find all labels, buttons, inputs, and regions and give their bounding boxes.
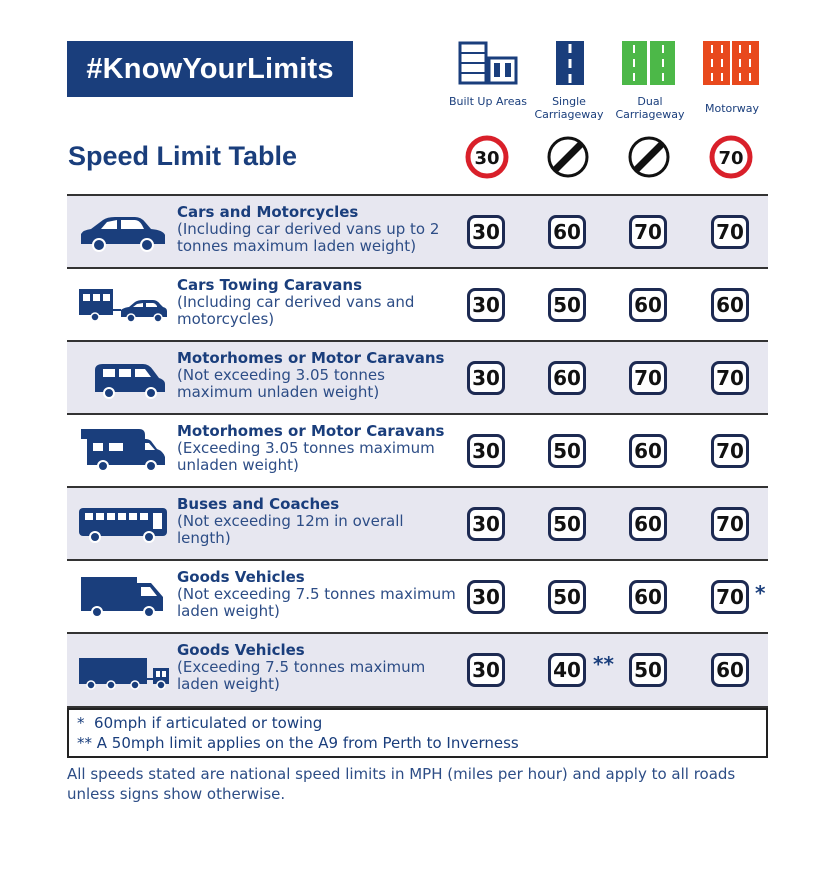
vehicle-description — [177, 277, 457, 328]
table-row — [67, 486, 768, 559]
vehicle-description — [177, 350, 457, 401]
limit-single: 50 — [548, 507, 586, 541]
footnote-marker: * — [755, 581, 766, 605]
limit-motorway: 70 — [711, 507, 749, 541]
column-label-dual: Dual Carriageway — [615, 95, 685, 121]
limit-built-up: 30 — [467, 434, 505, 468]
motorhome-icon — [77, 423, 169, 478]
disclaimer-text: All speeds stated are national speed limits in MPH (miles per hour) and apply to all roads unless signs show otherwise. — [67, 765, 736, 803]
vehicle-type: Goods Vehicles — [177, 641, 305, 659]
vehicle-description — [177, 642, 457, 693]
vehicle-type: Motorhomes or Motor Caravans — [177, 349, 445, 367]
single-carriageway-icon — [540, 41, 600, 85]
limit-dual: 60 — [629, 580, 667, 614]
table-row — [67, 559, 768, 632]
footnote-marker: ** — [593, 652, 614, 676]
limit-built-up: 30 — [467, 580, 505, 614]
table-row — [67, 632, 768, 708]
national-speed-limit-icon — [627, 135, 671, 179]
vehicle-type: Cars and Motorcycles — [177, 203, 359, 221]
vehicle-note: (Exceeding 7.5 tonnes maximum laden weight) — [177, 658, 426, 693]
vehicle-type: Cars Towing Caravans — [177, 276, 363, 294]
vehicle-note: (Including car derived vans up to 2 tonnes maximum laden weight) — [177, 220, 440, 255]
limit-dual: 70 — [629, 215, 667, 249]
speed-sign-30-value: 30 — [474, 148, 500, 169]
vehicle-description — [177, 423, 457, 474]
table-row — [67, 194, 768, 267]
vehicle-type: Motorhomes or Motor Caravans — [177, 422, 445, 440]
table-row — [67, 267, 768, 340]
speed-sign-30-icon — [465, 135, 509, 179]
footnote: * 60mph if articulated or towing — [77, 714, 323, 732]
limit-single: 50 — [548, 288, 586, 322]
vehicle-description — [177, 496, 457, 547]
limit-dual: 60 — [629, 288, 667, 322]
lorry-trailer-icon — [77, 642, 169, 697]
page-title: Speed Limit Table — [68, 141, 298, 171]
limit-single: 60 — [548, 215, 586, 249]
limit-motorway: 60 — [711, 653, 749, 687]
limit-built-up: 30 — [467, 507, 505, 541]
vehicle-description — [177, 204, 457, 255]
limit-motorway: 60 — [711, 288, 749, 322]
limit-dual: 70 — [629, 361, 667, 395]
bus-icon — [77, 496, 169, 551]
limit-single: 50 — [548, 434, 586, 468]
limit-motorway: 70 — [711, 434, 749, 468]
speed-sign-70-icon — [709, 135, 753, 179]
hashtag-banner: #KnowYourLimits — [67, 41, 353, 97]
vehicle-note: (Not exceeding 12m in overall length) — [177, 512, 404, 547]
campervan-icon — [77, 350, 169, 405]
limit-dual: 60 — [629, 434, 667, 468]
limit-motorway: 70 — [711, 361, 749, 395]
table-row — [67, 413, 768, 486]
limit-built-up: 30 — [467, 288, 505, 322]
car-towing-caravan-icon — [77, 277, 169, 332]
limit-motorway: 70 — [711, 215, 749, 249]
limit-dual: 60 — [629, 507, 667, 541]
limit-built-up: 30 — [467, 215, 505, 249]
speed-sign-70-value: 70 — [718, 148, 744, 169]
vehicle-note: (Exceeding 3.05 tonnes maximum unladen weight) — [177, 439, 435, 474]
limit-built-up: 30 — [467, 653, 505, 687]
vehicle-note: (Not exceeding 3.05 tonnes maximum unladen weight) — [177, 366, 385, 401]
built-up-areas-icon — [458, 41, 518, 85]
motorway-icon — [701, 41, 761, 85]
footnotes-box — [67, 708, 768, 758]
dual-carriageway-icon — [620, 41, 680, 85]
vehicle-type: Buses and Coaches — [177, 495, 340, 513]
limit-single: 50 — [548, 580, 586, 614]
limit-dual: 50 — [629, 653, 667, 687]
table-row — [67, 340, 768, 413]
vehicle-type: Goods Vehicles — [177, 568, 305, 586]
limit-single: 40 — [548, 653, 586, 687]
vehicle-description — [177, 569, 457, 620]
van-icon — [77, 569, 169, 624]
national-speed-limit-icon — [546, 135, 590, 179]
column-label-motorway: Motorway — [704, 102, 760, 115]
vehicle-note: (Including car derived vans and motorcycles) — [177, 293, 415, 328]
footnote: ** A 50mph limit applies on the A9 from Perth to Inverness — [77, 734, 519, 752]
limit-built-up: 30 — [467, 361, 505, 395]
car-icon — [77, 204, 169, 259]
column-label-single: Single Carriageway — [534, 95, 604, 121]
limit-single: 60 — [548, 361, 586, 395]
limit-motorway: 70 — [711, 580, 749, 614]
column-label-built-up: Built Up Areas — [448, 95, 527, 108]
vehicle-note: (Not exceeding 7.5 tonnes maximum laden weight) — [177, 585, 456, 620]
